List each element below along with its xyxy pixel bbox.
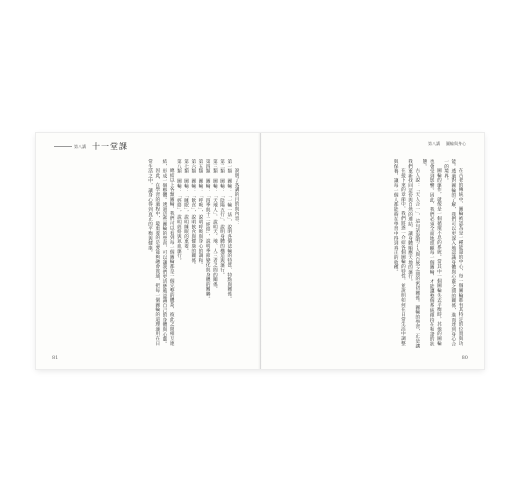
body-paragraph: 在接下來的章節中，我們將逐一介紹各個圖輪的特性，並說明如何在日常生活中調整與保養，讓每一個人都能夠在學習中得到真正的收穫。: [393, 159, 406, 346]
body-paragraph: 因此，在學習的過程中，最重要的是要能夠融會貫通，把每一個圖輪的道理運用在日常生活之中，讓身心得到真正的平衡與健康。: [147, 159, 160, 346]
body-text: [56, 159, 240, 349]
body-paragraph: 在古老的傳統中，圖輪被認為是一種能量的中心，每一個圖輪都有其特定的位置與功能。透過對圖輪的了解，我們可以更深入地認識身體與心靈之間的關係，進而達到身心合一的境界。: [443, 159, 463, 347]
body-paragraph: 古人說：「天人合一」，這句話說明了人與自然之間的密切關係。圖輪的學習，正是讓我們重新找回這份與自然的連結，讓身體順應天地的運行。: [407, 159, 420, 349]
list-item: 第七類 圖輪：「睡眠」，說明睡眠的重要。: [183, 159, 189, 254]
running-head: [428, 141, 466, 147]
header-chapter: 第八講: [428, 141, 440, 146]
list-item: 第一類 圖輪：「一輪一法」，說明各個法輪的特質、特點與關係。: [226, 159, 232, 302]
header-title: 圖輪與身心: [446, 141, 466, 146]
right-page: [260, 133, 484, 369]
list-item: 第六類 圖輪：「飲食」，說明飲食與健康的關係。: [190, 159, 196, 268]
list-item: 第五類 圖輪：「呼吸」，說明呼吸與身心的調和。: [197, 159, 203, 268]
intro-paragraph: 說明了各講的目的與內容：: [234, 168, 239, 226]
page-number: 80: [461, 355, 468, 361]
body-paragraph: 總結以上各類圖輪，我們可以看到每一個圖輪都是一個完整的體系，彼此之間相互連結，形成一個整體。透過這些圖輪的學習，可以讓我們更清楚地認識自己的身體與心靈。: [161, 159, 175, 347]
body-paragraph: 圖輪的運作，就像是一個循環不息的系統。當其中一個圖輪失去平衡時，其他的圖輪也會受到影響。因此，我們必須全面地照顧每一個圖輪，才能讓整個系統維持在和諧的狀態。: [421, 159, 442, 347]
header-chapter: 第八講: [74, 143, 86, 149]
running-head: [74, 141, 128, 152]
list-item: 第二類 圖輪：「陰陽五行」，說明身體的構造與運行。: [219, 159, 225, 278]
left-page: [36, 133, 261, 369]
list-item: 第三類 圖輪：「天地人」，說明天、地、人三者之間的關係。: [212, 159, 218, 292]
header-rule: [54, 146, 72, 147]
body-text: [278, 159, 464, 349]
list-item: 第四類 圖輪：「四季與十二經絡」，說明季節變化與身體的關聯。: [205, 159, 211, 302]
book-spread: [36, 133, 484, 369]
page-number: 81: [52, 355, 59, 361]
header-title: 十一堂課: [92, 142, 128, 151]
list-item: 第八類 圖輪：「經絡」，說明經絡與氣血運行。: [176, 159, 182, 263]
